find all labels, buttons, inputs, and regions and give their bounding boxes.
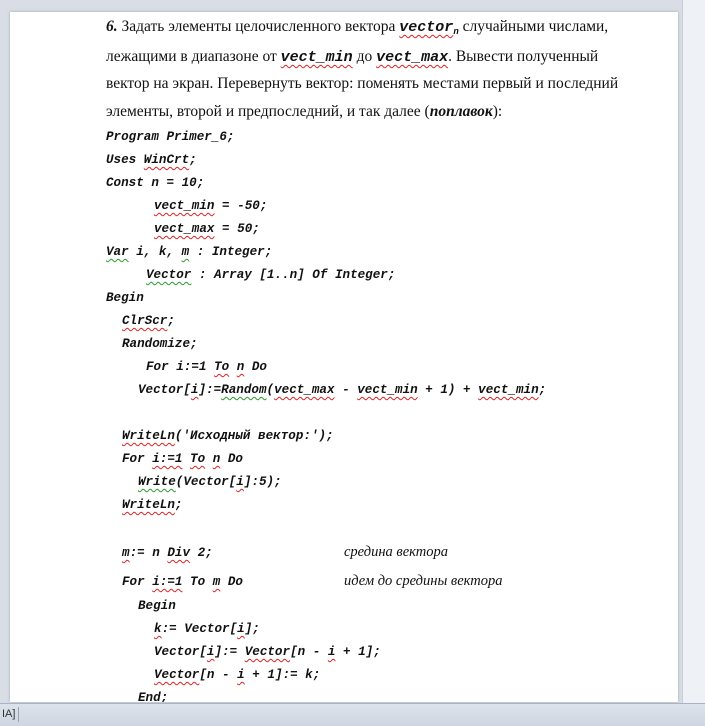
code-line: Begin [138, 599, 176, 613]
code-token: = 50; [214, 222, 260, 236]
code-line [122, 314, 175, 328]
code-token: + 1]:= k; [244, 668, 321, 682]
code-token: ; [538, 383, 547, 397]
code-token: Random [221, 383, 267, 397]
text: ): [492, 103, 503, 120]
code-token: For i:=1 [146, 360, 215, 374]
code-token: ]:= [214, 645, 245, 659]
code-token: i [206, 645, 215, 659]
code-token: + 1) + [417, 383, 479, 397]
code-line: Randomize; [122, 337, 198, 351]
code-token: Write [138, 475, 176, 489]
code-token: i [237, 668, 245, 682]
vector-subscript: n [453, 27, 459, 37]
code-token: For [122, 452, 153, 466]
code-token: i [237, 622, 245, 636]
code-token: WinCrt [143, 153, 190, 167]
code-line [122, 498, 182, 512]
code-line: Program Primer_6; [106, 130, 235, 144]
text: Задать элементы целочисленного вектора [117, 18, 400, 35]
code-token: Vector [244, 645, 291, 659]
text: . Вывести полученный [448, 48, 599, 65]
code-token: i, k, [128, 245, 182, 259]
code-token: := Vector[ [161, 622, 238, 636]
code-token: Uses [106, 153, 144, 167]
code-token: m [181, 245, 190, 259]
code-token: : Integer; [189, 245, 273, 259]
code-line: Const n = 10; [106, 176, 205, 190]
vect-min-term: vect_min [280, 49, 353, 66]
code-token: [n - [199, 668, 238, 682]
code-token: + 1]; [335, 645, 381, 659]
code-token: m [212, 575, 221, 589]
code-line [122, 429, 334, 443]
bold-word: поплавок [429, 103, 493, 120]
code-token: For [122, 575, 153, 589]
code-token: n [212, 452, 221, 466]
code-token: vect_max [154, 222, 215, 236]
task-line-2 [106, 48, 598, 66]
text: элементы, второй и предпоследний, и так далее ( [106, 103, 430, 120]
status-language[interactable]: IA] [2, 708, 16, 720]
vector-name: vector [399, 19, 454, 36]
code-token: ('Исходный вектор:'); [174, 429, 334, 443]
code-token: ]; [244, 622, 260, 636]
vect-max-term: vect_max [376, 49, 449, 66]
code-token: To [182, 575, 213, 589]
code-token: vect_min [154, 199, 215, 213]
code-line [154, 622, 260, 636]
vertical-scrollbar[interactable] [682, 0, 705, 703]
code-token: To [190, 452, 206, 466]
status-separator [18, 707, 19, 722]
code-token: i [190, 383, 199, 397]
code-comment: идем до средины вектора [344, 573, 503, 589]
code-token: - [334, 383, 358, 397]
code-token: [n - [290, 645, 328, 659]
code-token: vect_min [478, 383, 539, 397]
code-token: i [327, 645, 336, 659]
code-token: Var [106, 245, 129, 259]
code-token: (Vector[ [175, 475, 237, 489]
code-token: Do [244, 360, 267, 374]
code-line [106, 245, 272, 259]
code-token: Vector [146, 268, 192, 282]
code-token: ; [167, 314, 175, 328]
task-line-1 [106, 18, 608, 37]
code-token: Div [167, 546, 191, 560]
code-line [154, 199, 267, 213]
code-token: ]:= [198, 383, 222, 397]
code-token: i [236, 475, 244, 489]
text: случайными числами, [458, 18, 609, 35]
code-token: := n [129, 546, 168, 560]
code-token: WriteLn [122, 498, 175, 512]
code-token: m [122, 546, 130, 560]
code-token: 2; [190, 546, 213, 560]
code-token [182, 452, 190, 466]
code-line: Begin [106, 291, 144, 305]
code-line [146, 360, 267, 374]
code-token [229, 360, 237, 374]
task-number: 6. [106, 18, 118, 35]
code-token: To [214, 360, 230, 374]
code-token: ; [174, 498, 183, 512]
code-line [138, 475, 282, 489]
text: до [352, 48, 377, 65]
code-line [122, 575, 243, 589]
code-token: Vector[ [138, 383, 191, 397]
code-token: ; [189, 153, 197, 167]
code-line [146, 268, 395, 282]
code-token: = -50; [214, 199, 268, 213]
code-token: Do [220, 452, 243, 466]
code-token: n [236, 360, 245, 374]
code-token: Vector[ [154, 645, 207, 659]
code-token: i:=1 [152, 575, 183, 589]
text: лежащими в диапазоне от [106, 48, 281, 65]
code-token: ]:5); [243, 475, 282, 489]
code-token: i:=1 [152, 452, 183, 466]
code-line [154, 222, 260, 236]
code-token: vect_min [357, 383, 418, 397]
code-line [154, 668, 320, 682]
code-line [106, 153, 197, 167]
code-token: ( [266, 383, 275, 397]
code-comment: средина вектора [344, 544, 448, 560]
code-token: vect_max [274, 383, 335, 397]
code-line [154, 645, 381, 659]
code-token: ClrScr [122, 314, 168, 328]
code-token: Vector [154, 668, 200, 682]
code-line [138, 383, 546, 397]
status-bar [0, 703, 705, 726]
code-token [205, 452, 213, 466]
code-token: Do [220, 575, 243, 589]
code-line [122, 452, 243, 466]
code-token: WriteLn [122, 429, 175, 443]
code-line [122, 546, 213, 560]
code-token: k [154, 622, 162, 636]
task-line-4 [106, 103, 502, 121]
code-line: End; [138, 691, 169, 702]
document-page[interactable] [10, 12, 678, 702]
code-token: : Array [1..n] Of Integer; [191, 268, 396, 282]
task-line-3: вектор на экран. Перевернуть вектор: поменять местами первый и последний [106, 75, 619, 92]
